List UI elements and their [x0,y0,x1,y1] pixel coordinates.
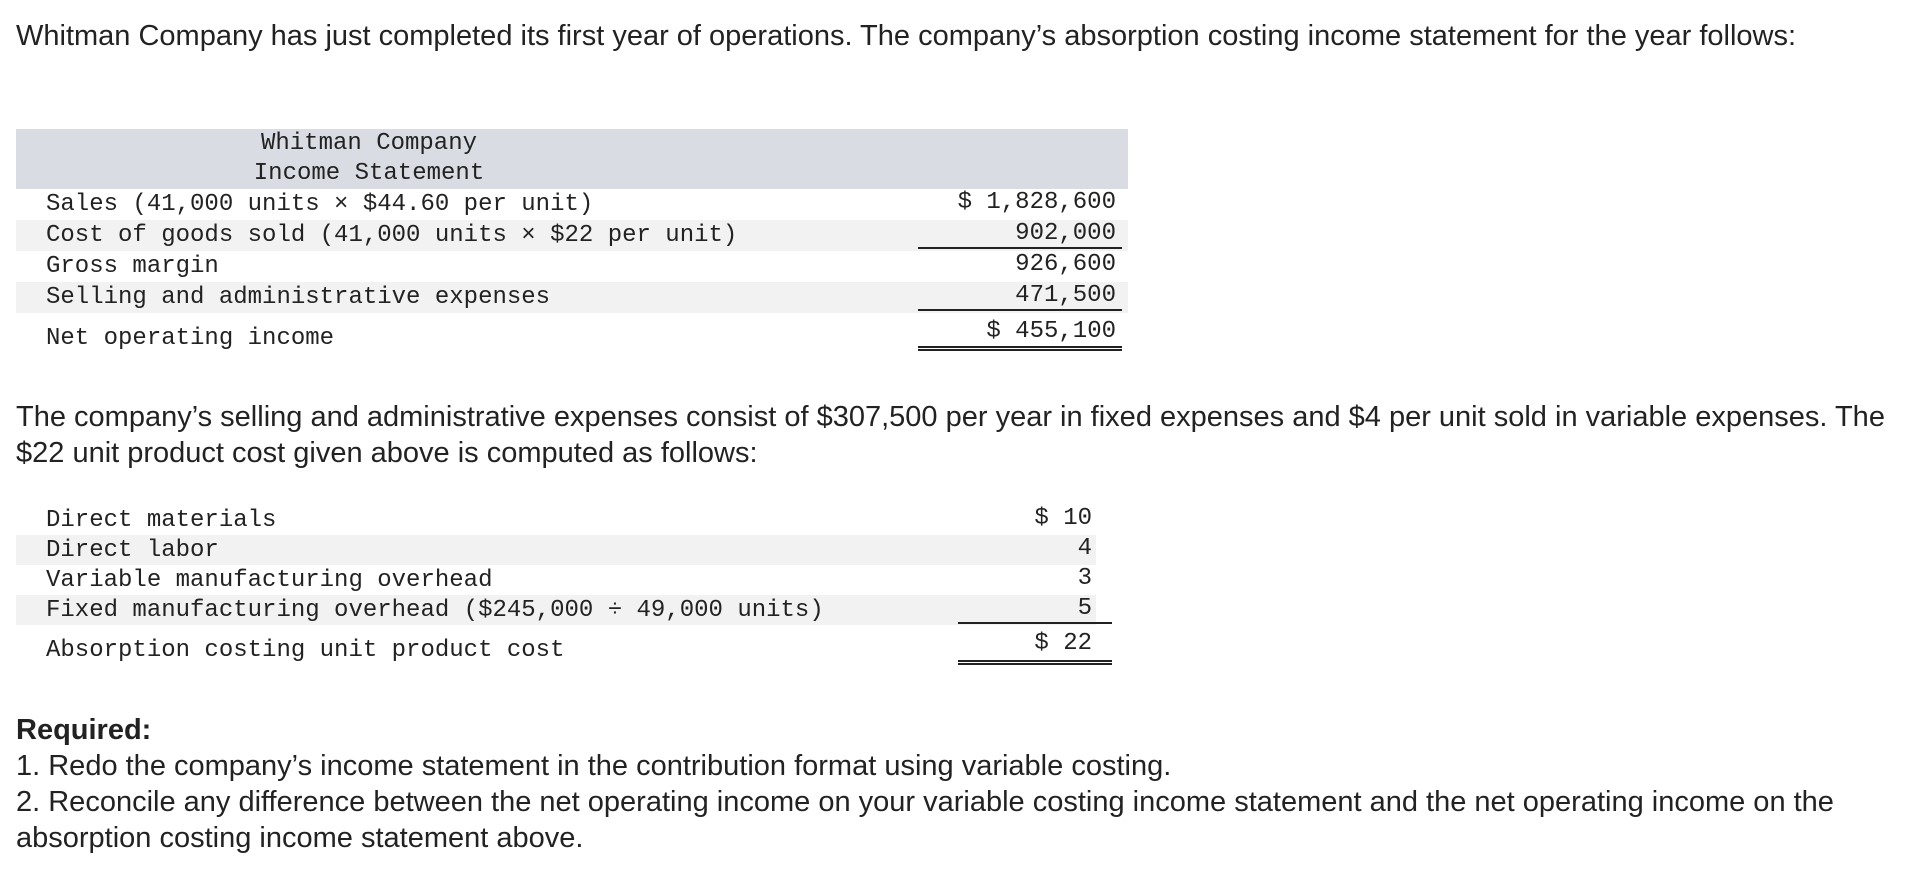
table-row [16,282,1128,313]
row-label: Selling and administrative expenses [46,284,551,311]
table-row [16,251,1128,282]
row-amount: 926,600 [1015,251,1116,278]
row-amount: 5 [958,595,1112,624]
row-label: Net operating income [46,325,335,352]
row-amount: 4 [1077,535,1092,562]
table-row [16,313,1128,355]
company-name: Whitman Company [260,130,478,157]
income-statement-table [16,129,1128,355]
row-label: Direct labor [46,537,219,564]
row-amount: $ 10 [1034,505,1092,532]
row-amount: 3 [1077,565,1092,592]
table-row [16,505,1096,535]
row-label: Variable manufacturing overhead [46,567,493,594]
row-label: Fixed manufacturing overhead ($245,000 ÷ 49,000 units) [46,597,824,624]
cost-explanation-paragraph: The company’s selling and administrative expenses consist of $307,500 per year in fixed expenses and $4 per unit sold in variable expenses. The $22 unit product cost given above is computed as follows: [16,401,1885,469]
table-row [16,535,1096,565]
table-row [16,625,1096,669]
row-label: Sales (41,000 units × $44.60 per unit) [46,191,594,218]
row-amount: $ 455,100 [918,317,1122,351]
required-section [16,712,1896,856]
row-label: Gross margin [46,253,219,280]
table-row [16,189,1128,220]
row-label: Cost of goods sold (41,000 units × $22 per unit) [46,222,738,249]
intro-paragraph: Whitman Company has just completed its first year of operations. The company’s absorption costing income statement for the year follows: [16,20,1797,52]
table-row [16,565,1096,595]
unit-cost-table [16,505,1096,669]
row-amount: 471,500 [918,282,1122,311]
row-label: Absorption costing unit product cost [46,637,565,664]
row-label: Direct materials [46,507,277,534]
income-statement-header [16,129,1128,189]
row-amount: $ 22 [958,629,1112,665]
required-item-1: 1. Redo the company’s income statement in the contribution format using variable costing. [16,750,1172,782]
row-amount: 902,000 [918,220,1122,249]
required-item-2: 2. Reconcile any difference between the net operating income on your variable costing income statement and the net operating income on the absorption costing income statement above. [16,786,1834,854]
table-row [16,220,1128,251]
statement-title: Income Statement [253,160,485,187]
row-amount: $ 1,828,600 [957,189,1116,216]
required-heading: Required: [16,714,152,746]
table-row [16,595,1096,625]
